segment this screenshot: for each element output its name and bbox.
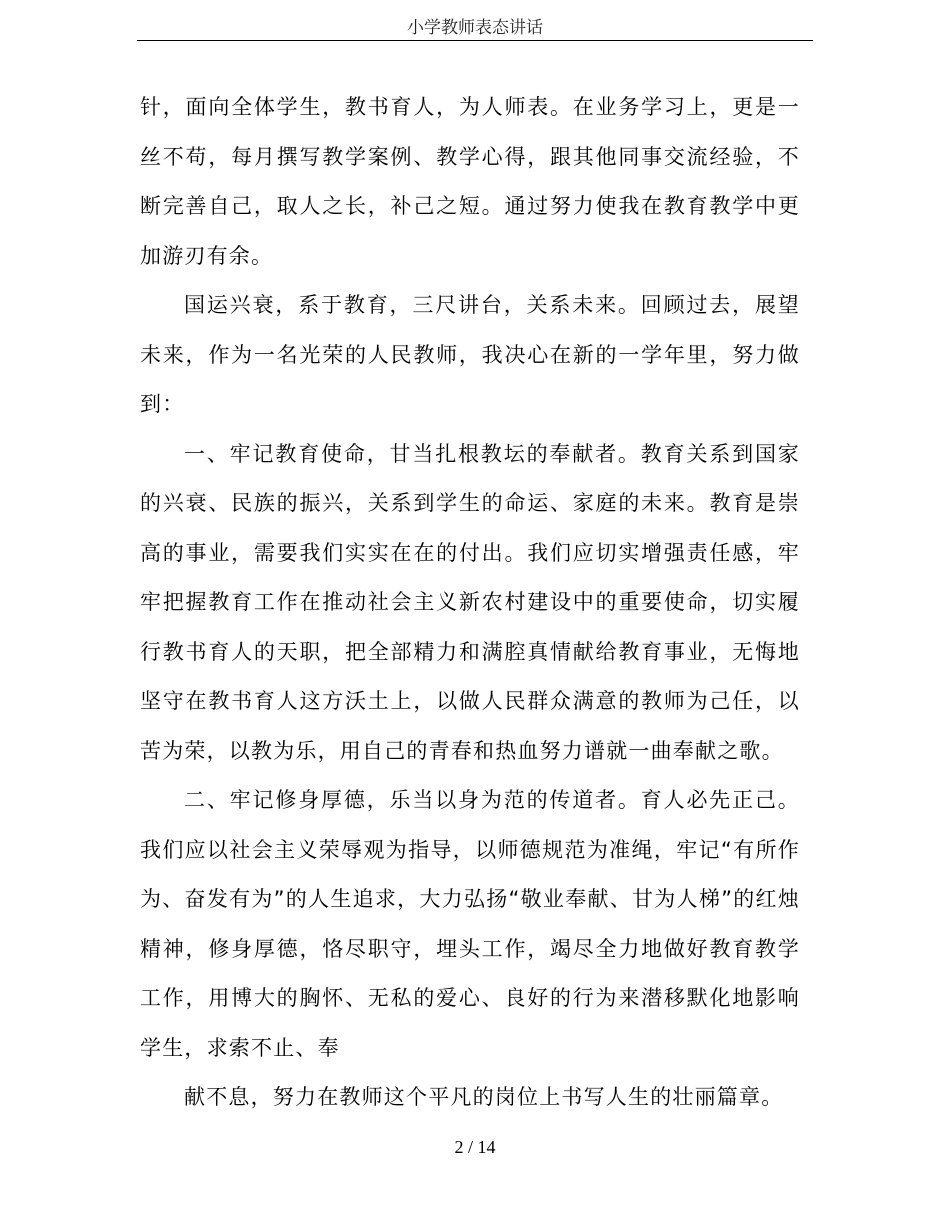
page-number: 2 / 14: [454, 1137, 496, 1157]
document-body: [140, 83, 800, 1123]
document-title: 小学教师表态讲话: [407, 18, 543, 38]
paragraph-continuation: 针，面向全体学生，教书育人，为人师表。在业务学习上，更是一丝不苟，每月撰写教学案例、教学心得，跟其他同事交流经验，不断完善自己，取人之长，补己之短。通过努力使我在教育教学中更加游刃有余。: [140, 95, 800, 268]
paragraph-closing: 献不息，努力在教师这个平凡的岗位上书写人生的壮丽篇章。: [184, 1085, 784, 1109]
page-header: [137, 16, 813, 41]
paragraph-point-two: 二、牢记修身厚德，乐当以身为范的传道者。育人必先正己。我们应以社会主义荣辱观为指导，以师德规范为准绳，牢记“有所作为、奋发有为”的人生追求，大力弘扬“敬业奉献、甘为人梯”的红烛精神，修身厚德，恪尽职守，埋头工作，竭尽全力地做好教育教学工作，用博大的胸怀、无私的爱心、良好的行为来潜移默化地影响学生，求索不止、奉: [140, 788, 800, 1060]
paragraph-intro: 国运兴衰，系于教育，三尺讲台，关系未来。回顾过去，展望未来，作为一名光荣的人民教师，我决心在新的一学年里，努力做到：: [140, 293, 800, 416]
paragraph-point-one: 一、牢记教育使命，甘当扎根教坛的奉献者。教育关系到国家的兴衰、民族的振兴，关系到学生的命运、家庭的未来。教育是崇高的事业，需要我们实实在在的付出。我们应切实增强责任感，牢牢把握教育工作在推动社会主义新农村建设中的重要使命，切实履行教书育人的天职，把全部精力和满腔真情献给教育事业，无悔地坚守在教书育人这方沃土上，以做人民群众满意的教师为己任，以苦为荣，以教为乐，用自己的青春和热血努力谱就一曲奉献之歌。: [140, 441, 800, 763]
